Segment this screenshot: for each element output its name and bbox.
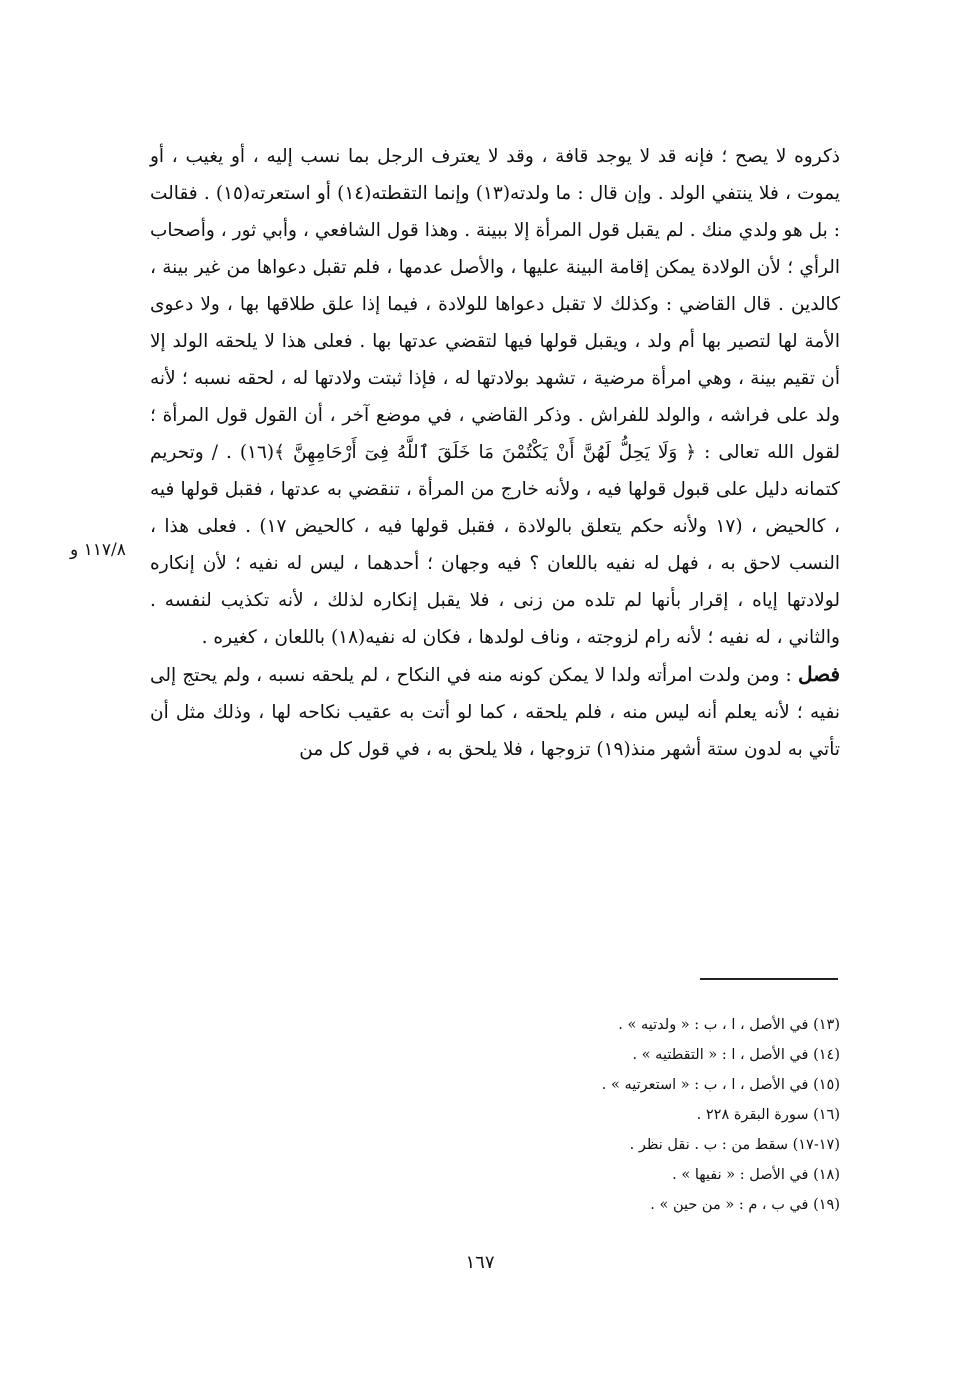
main-text (150, 138, 840, 768)
footnote-19: (١٩) في ب ، م : « من حين » . (650, 1197, 840, 1213)
paragraph-2 (150, 656, 840, 768)
paragraph-2-text: : ومن ولدت امرأته ولدا لا يمكن كونه منه في النكاح ، لم يلحقه نسبه ، ولم يحتج إلى نفيه ؛ لأنه يعلم أنه ليس منه ، فلم يلحقه ، كما لو أتت به عقيب نكاحه لها ، وذلك مثل أن تأتي به لدون ستة أشهر منذ(١٩) تزوجها ، فلا يلحق به ، في قول كل من (150, 665, 840, 760)
footnote-13: (١٣) في الأصل ، ا ، ب : « ولدتيه » . (618, 1017, 840, 1033)
footnote-14: (١٤) في الأصل ، ا : « التقطتيه » . (632, 1047, 840, 1063)
footnote-18: (١٨) في الأصل : « نفيها » . (672, 1167, 840, 1183)
footnote-15: (١٥) في الأصل ، ا ، ب : « استعرتيه » . (601, 1077, 840, 1093)
footnote-16: (١٦) سورة البقرة ٢٢٨ . (696, 1107, 840, 1123)
margin-note: ١١٧/٨ و (70, 540, 126, 560)
footnote-divider (700, 978, 838, 980)
footnotes (460, 1010, 840, 1220)
footnote-17: (١٧-١٧) سقط من : ب . نقل نظر . (629, 1137, 840, 1153)
paragraph-1: ذكروه لا يصح ؛ فإنه قد لا يوجد قافة ، وقد لا يعترف الرجل بما نسب إليه ، أو يغيب ، أو يموت ، فلا ينتفي الولد . وإن قال : ما ولدته(١٣) وإنما التقطته(١٤) أو استعرته(١٥) . فقالت : بل هو ولدي منك . لم يقبل قول المرأة إلا ببينة . وهذا قول الشافعي ، وأبي ثور ، وأصحاب الرأي ؛ لأن الولادة يمكن إقامة البينة عليها ، والأصل عدمها ، فلم تقبل دعواها من غير بينة ، كالدين . قال القاضي : وكذلك لا تقبل دعواها للولادة ، فيما إذا علق طلاقها بها ، ولا دعوى الأمة لها لتصير بها أم ولد ، ويقبل قولها فيها لتقضي عدتها بها . فعلى هذا لا يلحقه الولد إلا أن تقيم بينة ، وهي امرأة مرضية ، تشهد بولادتها له ، فإذا ثبتت ولادتها له ، لحقه نسبه ؛ لأنه ولد على فراشه ، والولد للفراش . وذكر القاضي ، في موضع آخر ، أن القول قول المرأة ؛ لقول الله تعالى : ﴿ وَلَا يَحِلُّ لَهُنَّ أَنْ يَكْتُمْنَ مَا خَلَقَ ٱللَّهُ فِىٓ أَرْحَامِهِنَّ ﴾(١٦) . / وتحريم كتمانه دليل على قبول قولها فيه ، ولأنه خارج من المرأة ، تنقضي به عدتها ، فقبل قولها فيه ، كالحيض ، (١٧ ولأنه حكم يتعلق بالولادة ، فقبل قولها فيه ، كالحيض ١٧) . فعلى هذا ، النسب لاحق به ، فهل له نفيه باللعان ؟ فيه وجهان ؛ أحدهما ، ليس له نفيه ؛ لأن إنكاره لولادتها إياه ، إقرار بأنها لم تلده من زنى ، فلا يقبل إنكاره لذلك ، لأنه تكذيب لنفسه . والثاني ، له نفيه ؛ لأنه رام لزوجته ، وناف لولدها ، فكان له نفيه(١٨) باللعان ، كغيره . (150, 146, 840, 648)
section-heading: فصل (797, 662, 841, 686)
page-number: ١٦٧ (465, 1252, 495, 1273)
